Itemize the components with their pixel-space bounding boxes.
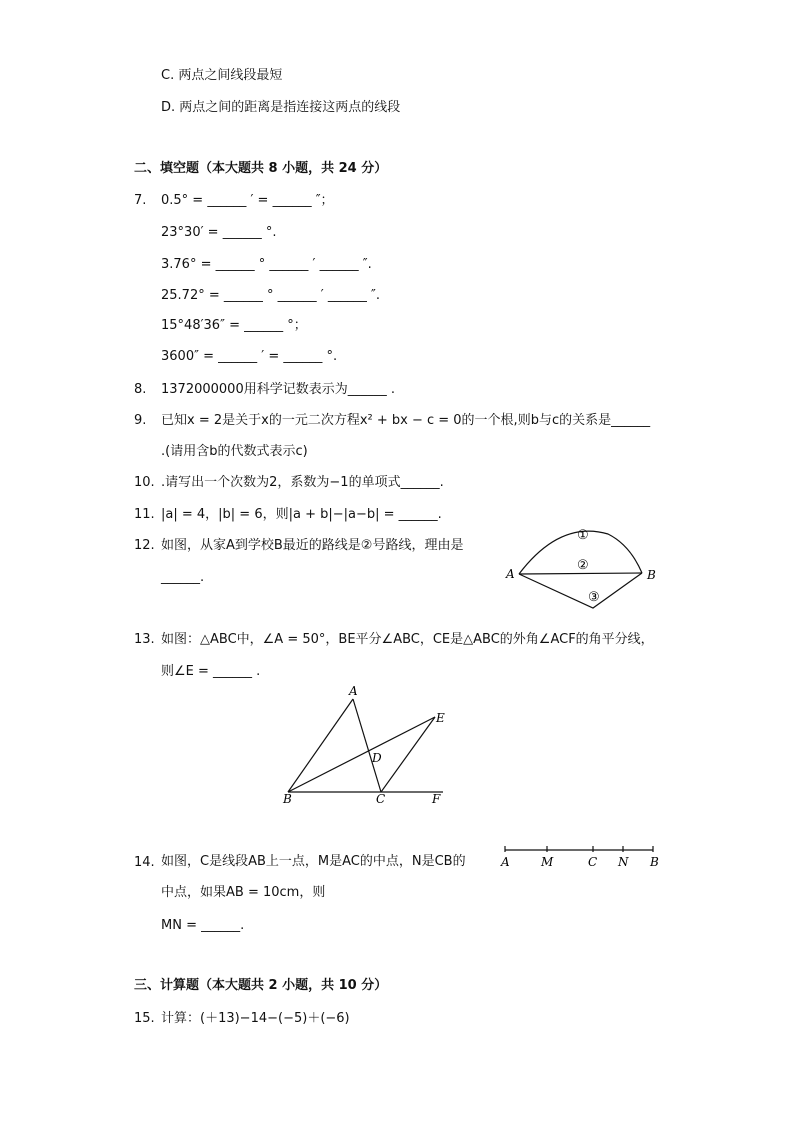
point-b-label: B (647, 568, 656, 582)
q13-line-2: 则∠E = ______ . (161, 664, 261, 679)
q14-line-1: 如图，C是线段AB上一点，M是AC的中点，N是CB的 (161, 854, 466, 869)
q8-text: 1372000000用科学记数表示为______ . (161, 382, 395, 397)
route-2-label: ② (577, 558, 589, 573)
segment-figure (495, 840, 670, 875)
line-ab (288, 699, 353, 792)
q9-line-2: .(请用含b的代数式表示c) (161, 444, 308, 459)
q7-line-6: 3600″ = ______ ′ = ______ °. (161, 349, 338, 364)
question-number-14: 14. (134, 855, 155, 870)
routes-figure (500, 520, 670, 615)
point-m-label: M (541, 855, 554, 869)
q7-line-1: 0.5° = ______ ′ = ______ ″； (161, 193, 334, 208)
section-2-title: 二、填空题（本大题共 8 小题，共 24 分） (134, 161, 388, 176)
vertex-c-label: C (376, 792, 386, 806)
triangle-figure (275, 680, 455, 820)
question-number-11: 11. (134, 507, 155, 522)
line-ac (353, 699, 381, 792)
q7-line-4: 25.72° = ______ ° ______ ′ ______ ″. (161, 288, 380, 303)
section-3-title: 三、计算题（本大题共 2 小题，共 10 分） (134, 978, 388, 993)
option-c: C. 两点之间线段最短 (161, 68, 283, 83)
point-c-label: C (588, 855, 598, 869)
question-number-10: 10. (134, 475, 155, 490)
point-b-label: B (650, 855, 659, 869)
point-n-label: N (618, 855, 629, 869)
q12-line-1: 如图，从家A到学校B最近的路线是②号路线，理由是 (161, 538, 464, 553)
question-number-8: 8. (134, 382, 147, 397)
question-number-13: 13. (134, 632, 155, 647)
option-d: D. 两点之间的距离是指连接这两点的线段 (161, 100, 401, 115)
vertex-b-label: B (283, 792, 292, 806)
point-e-label: E (436, 711, 445, 725)
point-a-label: A (501, 855, 510, 869)
route-3-path (519, 573, 642, 608)
point-a-label: A (506, 567, 515, 581)
line-ce (381, 717, 435, 792)
route-3-label: ③ (588, 590, 600, 605)
question-number-15: 15. (134, 1011, 155, 1026)
q7-line-3: 3.76° = ______ ° ______ ′ ______ ″. (161, 257, 372, 272)
q14-line-3: MN = ______. (161, 918, 245, 933)
point-d-label: D (372, 751, 382, 765)
vertex-a-label: A (349, 684, 358, 698)
q11-text: |a| = 4，|b| = 6，则|a + b|−|a−b| = ______. (161, 507, 442, 522)
q9-line-1: 已知x = 2是关于x的一元二次方程x² + bx − c = 0的一个根,则b与c的关系是______ (161, 413, 651, 428)
question-number-12: 12. (134, 538, 155, 553)
question-number-9: 9. (134, 413, 147, 428)
q13-line-1: 如图：△ABC中，∠A = 50°，BE平分∠ABC，CE是△ABC的外角∠ACF的角平分线， (161, 632, 654, 647)
q7-line-2: 23°30′ = ______ °. (161, 225, 277, 240)
route-2-line (519, 573, 642, 574)
point-f-label: F (432, 792, 441, 806)
q15-text: 计算：(＋13)−14−(−5)＋(−6) (161, 1011, 350, 1026)
q7-line-5: 15°48′36″ = ______ °； (161, 318, 307, 333)
q14-line-2: 中点，如果AB = 10cm，则 (161, 885, 326, 900)
q12-line-2: ______. (161, 570, 205, 585)
question-number-7: 7. (134, 193, 147, 208)
q10-text: .请写出一个次数为2，系数为−1的单项式______. (161, 475, 444, 490)
route-1-label: ① (577, 528, 589, 543)
